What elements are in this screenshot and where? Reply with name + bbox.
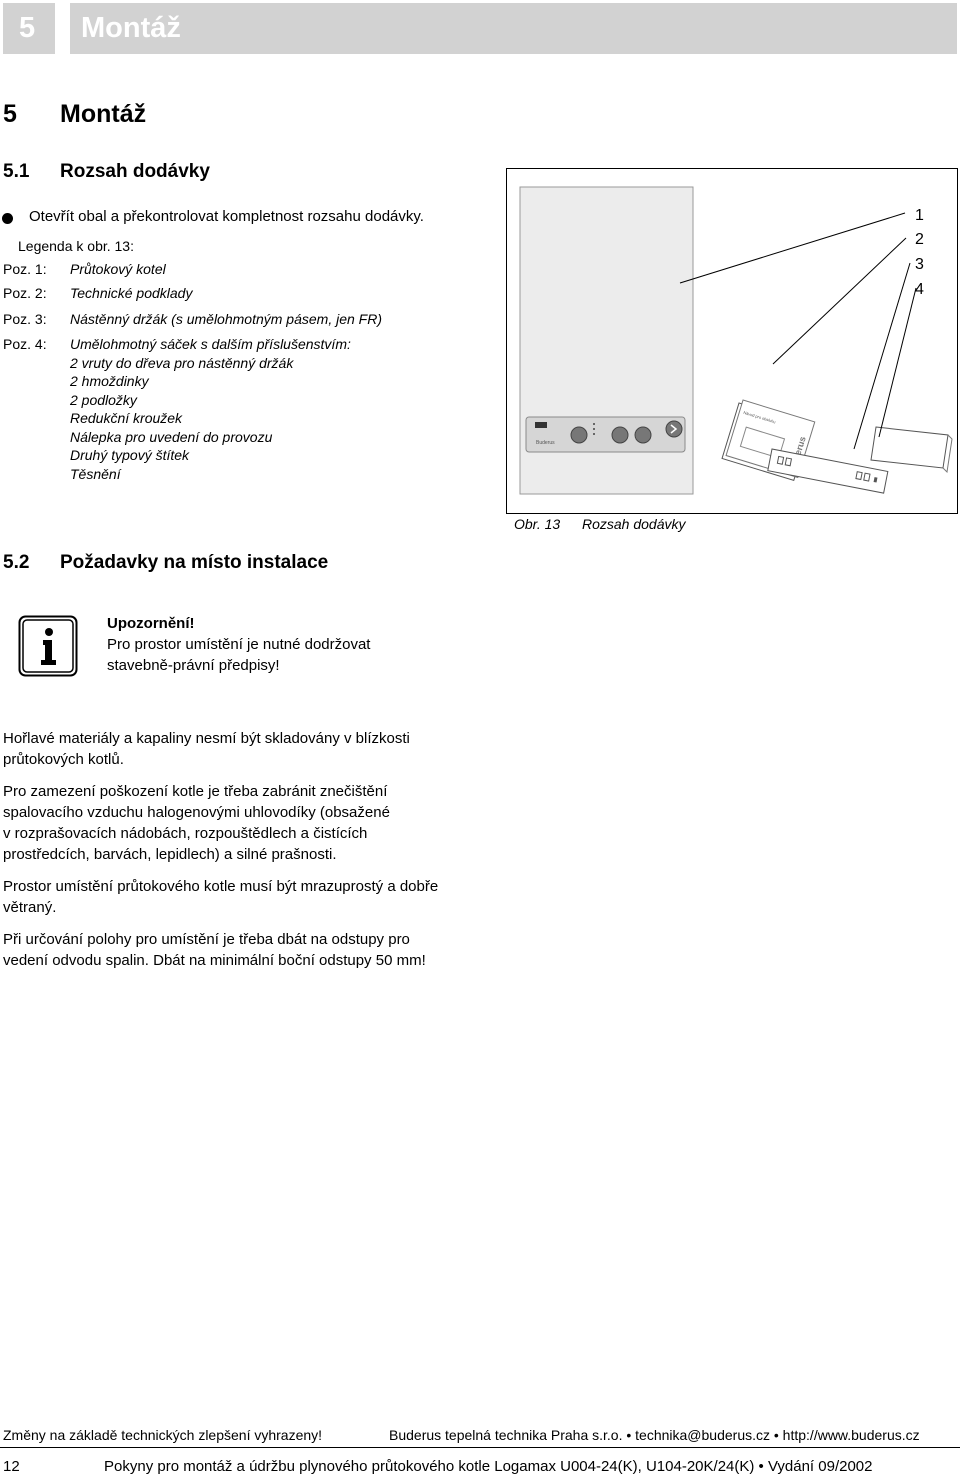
legend-title: Legenda k obr. 13: [18, 238, 134, 254]
legend-text-2: Technické podklady [70, 285, 193, 301]
legend-text-1: Průtokový kotel [70, 261, 166, 277]
paragraph-line: spalovacího vzduchu halogenovými uhlovodíky (obsažené [3, 804, 390, 821]
callout-1: 1 [915, 207, 924, 224]
legend-line: 2 vruty do dřeva pro nástěnný držák [70, 354, 294, 371]
led-icon [593, 433, 595, 435]
paragraph-line: v rozprašovacích nádobách, rozpouštědlech a čistících [3, 825, 368, 842]
reset-button-icon [666, 421, 682, 437]
document-label: Návod pro obsluhu [742, 409, 777, 425]
legend-pos-3: Poz. 3: [3, 311, 47, 327]
legend-line: Redukční kroužek [70, 410, 183, 426]
legend-line: 2 hmoždinky [70, 373, 149, 389]
paragraph-line: Prostor umístění průtokového kotle musí být mrazuprostý a dobře [3, 878, 439, 895]
boiler-brand: Buderus [536, 440, 555, 446]
figure-delivery-scope [506, 168, 958, 514]
knob-icon [612, 427, 628, 443]
notice-line: Pro prostor umístění je nutné dodržovat [107, 636, 371, 653]
subsection-title: Požadavky na místo instalace [60, 552, 329, 573]
paragraph-line: vedení odvodu spalin. Dbát na minimální boční odstupy 50 mm! [3, 952, 426, 969]
paragraph-4 [3, 929, 523, 971]
bullet-text: Otevřít obal a překontrolovat kompletnost rozsahu dodávky. [29, 208, 424, 225]
page-number: 12 [3, 1458, 20, 1475]
subsection-number: 5.2 [3, 552, 30, 573]
subsection-heading-5-1 [3, 161, 210, 183]
subsection-title: Rozsah dodávky [60, 161, 210, 182]
subsection-number: 5.1 [3, 161, 30, 182]
legend-pos-1: Poz. 1: [3, 261, 47, 277]
paragraph-line: Při určování polohy pro umístění je třeba dbát na odstupy pro [3, 931, 410, 948]
legend-line: Těsnění [70, 465, 121, 482]
legend-pos-4: Poz. 4: [3, 336, 47, 352]
legend-pos-2: Poz. 2: [3, 285, 47, 301]
subsection-heading-5-2 [3, 552, 329, 574]
paragraph-line: Pro zamezení poškození kotle je třeba zabránit znečištění [3, 783, 388, 800]
footer-left-note: Změny na základě technických zlepšení vyhrazeny! [3, 1427, 323, 1443]
section-number: 5 [3, 100, 17, 128]
footer-contact: Buderus tepelná technika Praha s.r.o. • technika@buderus.cz • http://www.buderus.cz [389, 1427, 920, 1443]
section-title: Montáž [60, 100, 147, 128]
chapter-number-box [3, 3, 55, 54]
callout-2: 2 [915, 231, 924, 248]
paragraph-line: prostředcích, barvách, lepidlech) a silné prašnosti. [3, 846, 337, 863]
paragraph-1 [3, 728, 523, 770]
notice-text [107, 634, 370, 676]
callout-4: 4 [915, 281, 924, 298]
chapter-title: Montáž [81, 12, 181, 44]
chapter-number: 5 [19, 12, 36, 44]
knob-icon [571, 427, 587, 443]
paragraph-3 [3, 876, 523, 918]
chapter-title-box [70, 3, 957, 54]
legend-line: Umělohmotný sáček s dalším příslušenstvím: [70, 336, 351, 352]
paragraph-line: průtokových kotlů. [3, 751, 124, 768]
notice-title: Upozornění! [107, 615, 195, 632]
legend-line: 2 podložky [70, 391, 137, 408]
paragraph-line: větraný. [3, 899, 57, 916]
legend-text-3: Nástěnný držák (s umělohmotným pásem, jen FR) [70, 311, 382, 327]
paragraph-line: Hořlavé materiály a kapaliny nesmí být skladovány v blízkosti [3, 730, 410, 747]
notice-line: stavebně-právní předpisy! [107, 657, 280, 674]
legend-line: Druhý typový štítek [70, 447, 190, 463]
boiler-control-panel [526, 417, 685, 452]
section-heading [3, 100, 147, 129]
figure-caption-text: Rozsah dodávky [582, 516, 686, 532]
led-icon [593, 428, 595, 430]
footer-rule [0, 1447, 960, 1448]
boiler-display [535, 422, 547, 428]
boiler-drawing [520, 187, 693, 494]
paragraph-2 [3, 781, 523, 865]
led-icon [593, 423, 595, 425]
knob-icon [635, 427, 651, 443]
footer-doc-title: Pokyny pro montáž a údržbu plynového průtokového kotle Logamax U004-24(K), U104-20K/24(K) • Vydání 09/2002 [104, 1458, 873, 1475]
legend-line: Nálepka pro uvedení do provozu [70, 428, 273, 445]
figure-caption-number: Obr. 13 [514, 516, 561, 532]
bullet-dot-icon [2, 213, 13, 224]
info-icon [18, 615, 78, 677]
callout-3: 3 [915, 256, 924, 273]
legend-text-4 [70, 335, 351, 483]
